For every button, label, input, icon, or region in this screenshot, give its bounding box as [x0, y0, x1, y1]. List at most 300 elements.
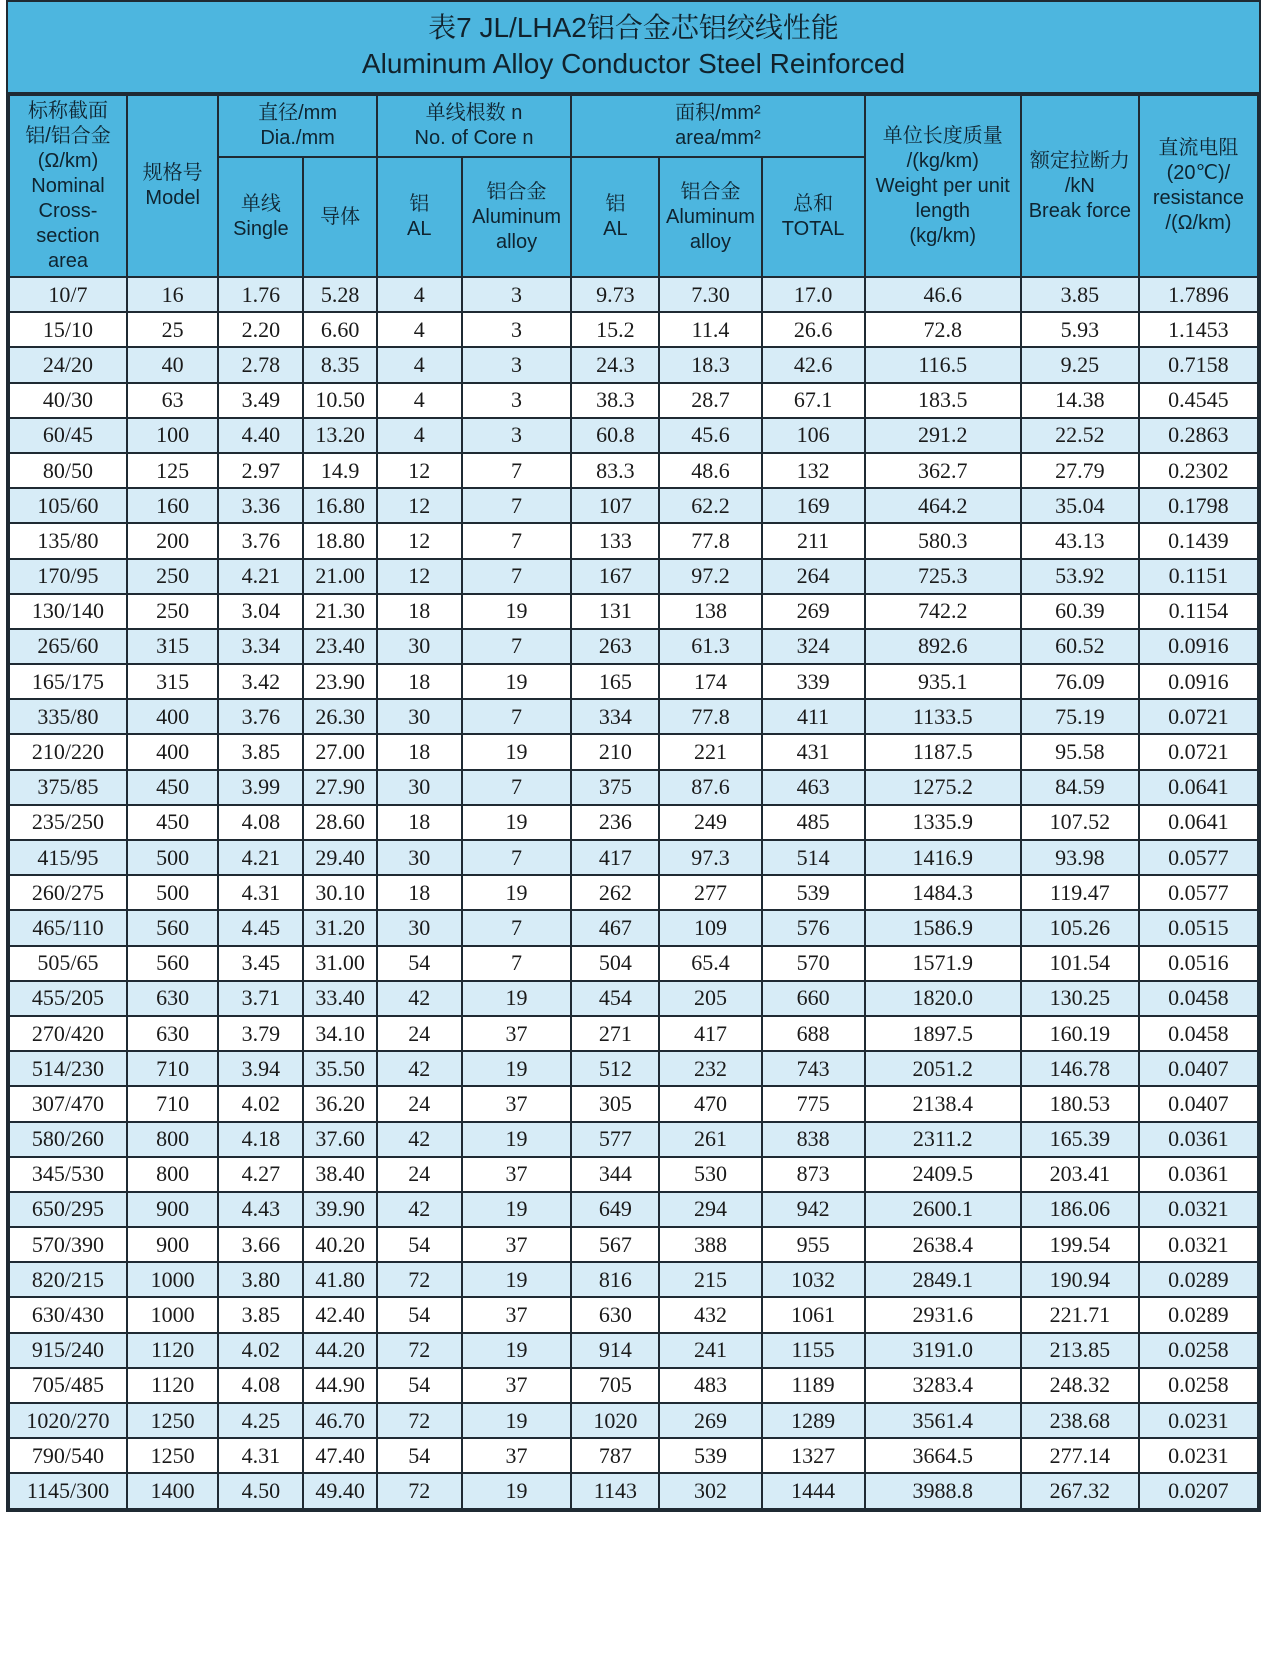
cell-area-total: 485	[762, 805, 865, 840]
cell-resistance: 0.0207	[1139, 1473, 1258, 1508]
cell-dia-conductor: 21.30	[303, 594, 376, 629]
cell-area-alloy: 77.8	[659, 699, 761, 734]
cell-area-alloy: 62.2	[659, 488, 761, 523]
table-row	[9, 629, 1258, 664]
cell-area-total: 67.1	[762, 383, 865, 418]
table-row	[9, 1262, 1258, 1297]
cell-model: 1400	[127, 1473, 218, 1508]
cell-break-force: 248.32	[1021, 1368, 1139, 1403]
cell-dia-conductor: 21.00	[303, 559, 376, 594]
cell-area-alloy: 65.4	[659, 946, 761, 981]
cell-dia-conductor: 5.28	[303, 277, 376, 312]
cell-area-alloy: 530	[659, 1157, 761, 1192]
cell-area-total: 269	[762, 594, 865, 629]
cell-weight: 3561.4	[865, 1403, 1021, 1438]
cell-dia-single: 3.80	[218, 1262, 303, 1297]
cell-model: 1000	[127, 1297, 218, 1332]
cell-area-alloy: 261	[659, 1122, 761, 1157]
cell-nominal: 335/80	[9, 699, 127, 734]
cell-area-alloy: 61.3	[659, 629, 761, 664]
cell-area-al: 305	[571, 1086, 659, 1121]
cell-dia-single: 3.04	[218, 594, 303, 629]
table-title-bar	[8, 2, 1259, 94]
table-row	[9, 1227, 1258, 1262]
cell-cores-alloy: 37	[462, 1086, 571, 1121]
cell-break-force: 267.32	[1021, 1473, 1139, 1508]
cell-area-al: 271	[571, 1016, 659, 1051]
cell-dia-single: 4.08	[218, 1368, 303, 1403]
cell-dia-conductor: 33.40	[303, 981, 376, 1016]
header-diameter: 直径/mm Dia./mm	[218, 95, 376, 157]
cell-break-force: 221.71	[1021, 1297, 1139, 1332]
cell-nominal: 307/470	[9, 1086, 127, 1121]
cell-break-force: 95.58	[1021, 734, 1139, 769]
cell-resistance: 0.0258	[1139, 1368, 1258, 1403]
cell-nominal: 270/420	[9, 1016, 127, 1051]
cell-cores-al: 18	[377, 664, 462, 699]
cell-nominal: 40/30	[9, 383, 127, 418]
cell-cores-al: 54	[377, 946, 462, 981]
cell-dia-single: 4.31	[218, 875, 303, 910]
cell-area-total: 838	[762, 1122, 865, 1157]
cell-dia-single: 1.76	[218, 277, 303, 312]
cell-dia-conductor: 49.40	[303, 1473, 376, 1508]
cell-area-total: 688	[762, 1016, 865, 1051]
cell-dia-single: 4.21	[218, 559, 303, 594]
cell-dia-conductor: 42.40	[303, 1297, 376, 1332]
title-english: Aluminum Alloy Conductor Steel Reinforced	[361, 48, 906, 79]
cell-weight: 1275.2	[865, 770, 1021, 805]
cell-area-total: 660	[762, 981, 865, 1016]
cell-nominal: 630/430	[9, 1297, 127, 1332]
cell-resistance: 1.7896	[1139, 277, 1258, 312]
cell-nominal: 915/240	[9, 1333, 127, 1368]
header-area-al: 铝 AL	[571, 157, 659, 277]
cell-cores-alloy: 19	[462, 1192, 571, 1227]
cell-dia-conductor: 41.80	[303, 1262, 376, 1297]
cell-dia-single: 3.36	[218, 488, 303, 523]
cell-area-alloy: 249	[659, 805, 761, 840]
cell-dia-single: 4.25	[218, 1403, 303, 1438]
cell-dia-conductor: 44.20	[303, 1333, 376, 1368]
table-row	[9, 594, 1258, 629]
table-row	[9, 1016, 1258, 1051]
cell-cores-alloy: 19	[462, 1333, 571, 1368]
cell-model: 400	[127, 699, 218, 734]
cell-model: 315	[127, 629, 218, 664]
cell-area-al: 567	[571, 1227, 659, 1262]
table-row	[9, 347, 1258, 382]
cell-cores-alloy: 19	[462, 594, 571, 629]
cell-nominal: 15/10	[9, 312, 127, 347]
cell-dia-conductor: 30.10	[303, 875, 376, 910]
cell-nominal: 465/110	[9, 910, 127, 945]
cell-cores-alloy: 7	[462, 946, 571, 981]
cell-dia-conductor: 28.60	[303, 805, 376, 840]
cell-weight: 1820.0	[865, 981, 1021, 1016]
cell-area-total: 1061	[762, 1297, 865, 1332]
cell-weight: 892.6	[865, 629, 1021, 664]
cell-model: 400	[127, 734, 218, 769]
cell-break-force: 60.52	[1021, 629, 1139, 664]
cell-cores-al: 54	[377, 1227, 462, 1262]
table-row	[9, 1473, 1258, 1508]
cell-cores-alloy: 19	[462, 1473, 571, 1508]
cell-nominal: 105/60	[9, 488, 127, 523]
cell-break-force: 160.19	[1021, 1016, 1139, 1051]
cell-cores-al: 12	[377, 453, 462, 488]
cell-weight: 1897.5	[865, 1016, 1021, 1051]
cell-model: 560	[127, 910, 218, 945]
cell-area-alloy: 87.6	[659, 770, 761, 805]
cell-model: 900	[127, 1227, 218, 1262]
table-row	[9, 453, 1258, 488]
cell-dia-conductor: 14.9	[303, 453, 376, 488]
cell-cores-al: 4	[377, 312, 462, 347]
cell-area-total: 1032	[762, 1262, 865, 1297]
cell-dia-single: 4.31	[218, 1438, 303, 1473]
header-break-force: 额定拉断力 /kN Break force	[1021, 95, 1139, 277]
cell-dia-single: 2.97	[218, 453, 303, 488]
cell-dia-single: 4.27	[218, 1157, 303, 1192]
cell-area-total: 324	[762, 629, 865, 664]
cell-dia-conductor: 31.20	[303, 910, 376, 945]
cell-area-alloy: 277	[659, 875, 761, 910]
table-row	[9, 664, 1258, 699]
header-dia-single: 单线 Single	[218, 157, 303, 277]
cell-nominal: 570/390	[9, 1227, 127, 1262]
cell-cores-al: 4	[377, 277, 462, 312]
spec-table-sheet	[6, 0, 1261, 1512]
cell-resistance: 0.0577	[1139, 875, 1258, 910]
cell-cores-alloy: 19	[462, 1262, 571, 1297]
cell-nominal: 265/60	[9, 629, 127, 664]
cell-cores-al: 18	[377, 805, 462, 840]
cell-model: 125	[127, 453, 218, 488]
cell-resistance: 0.2302	[1139, 453, 1258, 488]
cell-area-al: 649	[571, 1192, 659, 1227]
cell-dia-single: 3.76	[218, 699, 303, 734]
cell-weight: 3988.8	[865, 1473, 1021, 1508]
cell-area-alloy: 18.3	[659, 347, 761, 382]
cell-model: 800	[127, 1122, 218, 1157]
cell-area-al: 1020	[571, 1403, 659, 1438]
cell-area-alloy: 215	[659, 1262, 761, 1297]
title-chinese: 表7 JL/LHA2铝合金芯铝绞线性能	[428, 12, 839, 43]
cell-nominal: 1020/270	[9, 1403, 127, 1438]
cell-break-force: 190.94	[1021, 1262, 1139, 1297]
cell-area-alloy: 97.3	[659, 840, 761, 875]
cell-model: 500	[127, 840, 218, 875]
cell-cores-alloy: 7	[462, 488, 571, 523]
cell-dia-conductor: 31.00	[303, 946, 376, 981]
cell-area-total: 873	[762, 1157, 865, 1192]
cell-nominal: 165/175	[9, 664, 127, 699]
cell-nominal: 705/485	[9, 1368, 127, 1403]
header-weight: 单位长度质量 /(kg/km) Weight per unit length (kg/km)	[865, 95, 1021, 277]
cell-area-al: 334	[571, 699, 659, 734]
cell-dia-single: 3.85	[218, 734, 303, 769]
cell-model: 40	[127, 347, 218, 382]
cell-area-al: 504	[571, 946, 659, 981]
cell-cores-alloy: 19	[462, 875, 571, 910]
cell-break-force: 43.13	[1021, 523, 1139, 558]
cell-cores-al: 18	[377, 734, 462, 769]
cell-dia-single: 3.94	[218, 1051, 303, 1086]
cell-area-al: 787	[571, 1438, 659, 1473]
header-model: 规格号 Model	[127, 95, 218, 277]
cell-weight: 1571.9	[865, 946, 1021, 981]
cell-area-alloy: 241	[659, 1333, 761, 1368]
header-area-total: 总和 TOTAL	[762, 157, 865, 277]
cell-cores-al: 42	[377, 1122, 462, 1157]
cell-area-alloy: 417	[659, 1016, 761, 1051]
cell-resistance: 0.0641	[1139, 805, 1258, 840]
cell-area-alloy: 109	[659, 910, 761, 945]
cell-area-alloy: 483	[659, 1368, 761, 1403]
cell-dia-single: 4.45	[218, 910, 303, 945]
cell-dia-conductor: 35.50	[303, 1051, 376, 1086]
cell-break-force: 84.59	[1021, 770, 1139, 805]
cell-cores-al: 42	[377, 1192, 462, 1227]
table-row	[9, 840, 1258, 875]
cell-area-total: 132	[762, 453, 865, 488]
cell-cores-alloy: 37	[462, 1016, 571, 1051]
cell-area-al: 577	[571, 1122, 659, 1157]
conductor-spec-table	[8, 94, 1259, 1510]
cell-nominal: 235/250	[9, 805, 127, 840]
cell-area-al: 167	[571, 559, 659, 594]
cell-weight: 2638.4	[865, 1227, 1021, 1262]
cell-dia-single: 3.79	[218, 1016, 303, 1051]
cell-dia-conductor: 44.90	[303, 1368, 376, 1403]
cell-area-al: 417	[571, 840, 659, 875]
cell-model: 500	[127, 875, 218, 910]
cell-area-alloy: 97.2	[659, 559, 761, 594]
cell-area-total: 264	[762, 559, 865, 594]
cell-area-alloy: 77.8	[659, 523, 761, 558]
cell-cores-alloy: 19	[462, 1051, 571, 1086]
cell-dia-conductor: 27.00	[303, 734, 376, 769]
cell-dia-single: 3.99	[218, 770, 303, 805]
table-row	[9, 699, 1258, 734]
cell-model: 63	[127, 383, 218, 418]
cell-weight: 1335.9	[865, 805, 1021, 840]
cell-weight: 2600.1	[865, 1192, 1021, 1227]
cell-weight: 464.2	[865, 488, 1021, 523]
cell-area-alloy: 205	[659, 981, 761, 1016]
cell-dia-single: 4.08	[218, 805, 303, 840]
cell-resistance: 0.0641	[1139, 770, 1258, 805]
cell-dia-conductor: 40.20	[303, 1227, 376, 1262]
cell-cores-alloy: 37	[462, 1227, 571, 1262]
cell-area-total: 1155	[762, 1333, 865, 1368]
cell-cores-alloy: 7	[462, 559, 571, 594]
cell-model: 630	[127, 1016, 218, 1051]
cell-dia-single: 2.20	[218, 312, 303, 347]
cell-area-al: 1143	[571, 1473, 659, 1508]
cell-nominal: 455/205	[9, 981, 127, 1016]
cell-area-al: 133	[571, 523, 659, 558]
cell-nominal: 820/215	[9, 1262, 127, 1297]
cell-dia-conductor: 23.40	[303, 629, 376, 664]
cell-area-total: 17.0	[762, 277, 865, 312]
cell-dia-conductor: 23.90	[303, 664, 376, 699]
cell-cores-al: 18	[377, 875, 462, 910]
table-row	[9, 1122, 1258, 1157]
cell-break-force: 199.54	[1021, 1227, 1139, 1262]
cell-dia-conductor: 13.20	[303, 418, 376, 453]
cell-area-alloy: 388	[659, 1227, 761, 1262]
cell-dia-conductor: 10.50	[303, 383, 376, 418]
cell-area-al: 262	[571, 875, 659, 910]
cell-resistance: 0.0721	[1139, 699, 1258, 734]
cell-area-total: 339	[762, 664, 865, 699]
cell-break-force: 14.38	[1021, 383, 1139, 418]
cell-dia-single: 4.43	[218, 1192, 303, 1227]
cell-resistance: 0.0289	[1139, 1297, 1258, 1332]
cell-model: 16	[127, 277, 218, 312]
cell-area-alloy: 174	[659, 664, 761, 699]
cell-break-force: 9.25	[1021, 347, 1139, 382]
cell-area-alloy: 432	[659, 1297, 761, 1332]
cell-cores-al: 30	[377, 699, 462, 734]
cell-nominal: 505/65	[9, 946, 127, 981]
cell-nominal: 345/530	[9, 1157, 127, 1192]
cell-area-al: 630	[571, 1297, 659, 1332]
cell-area-total: 514	[762, 840, 865, 875]
cell-cores-al: 24	[377, 1016, 462, 1051]
cell-area-alloy: 269	[659, 1403, 761, 1438]
cell-model: 250	[127, 594, 218, 629]
cell-weight: 183.5	[865, 383, 1021, 418]
cell-area-al: 816	[571, 1262, 659, 1297]
cell-break-force: 53.92	[1021, 559, 1139, 594]
cell-area-total: 1289	[762, 1403, 865, 1438]
cell-break-force: 101.54	[1021, 946, 1139, 981]
table-row	[9, 488, 1258, 523]
cell-resistance: 0.1439	[1139, 523, 1258, 558]
table-row	[9, 734, 1258, 769]
cell-resistance: 0.0515	[1139, 910, 1258, 945]
cell-nominal: 415/95	[9, 840, 127, 875]
header-nominal-area: 标称截面 铝/铝合金 (Ω/km) Nominal Cross- section area	[9, 95, 127, 277]
cell-weight: 935.1	[865, 664, 1021, 699]
cell-model: 1250	[127, 1438, 218, 1473]
cell-area-alloy: 7.30	[659, 277, 761, 312]
cell-area-total: 431	[762, 734, 865, 769]
cell-model: 450	[127, 805, 218, 840]
cell-weight: 725.3	[865, 559, 1021, 594]
cell-break-force: 3.85	[1021, 277, 1139, 312]
cell-area-alloy: 138	[659, 594, 761, 629]
cell-dia-single: 4.40	[218, 418, 303, 453]
table-row	[9, 1297, 1258, 1332]
cell-cores-alloy: 37	[462, 1157, 571, 1192]
cell-cores-al: 18	[377, 594, 462, 629]
cell-nominal: 135/80	[9, 523, 127, 558]
cell-cores-alloy: 3	[462, 383, 571, 418]
cell-cores-alloy: 7	[462, 629, 571, 664]
cell-area-total: 775	[762, 1086, 865, 1121]
cell-cores-alloy: 19	[462, 805, 571, 840]
cell-cores-alloy: 7	[462, 699, 571, 734]
cell-model: 100	[127, 418, 218, 453]
cell-model: 710	[127, 1086, 218, 1121]
cell-model: 250	[127, 559, 218, 594]
cell-area-total: 106	[762, 418, 865, 453]
cell-nominal: 130/140	[9, 594, 127, 629]
cell-weight: 291.2	[865, 418, 1021, 453]
cell-model: 25	[127, 312, 218, 347]
cell-cores-al: 54	[377, 1297, 462, 1332]
cell-dia-conductor: 36.20	[303, 1086, 376, 1121]
cell-weight: 1133.5	[865, 699, 1021, 734]
cell-cores-alloy: 19	[462, 664, 571, 699]
cell-cores-al: 4	[377, 418, 462, 453]
cell-area-total: 539	[762, 875, 865, 910]
cell-area-al: 107	[571, 488, 659, 523]
cell-weight: 2409.5	[865, 1157, 1021, 1192]
cell-area-al: 210	[571, 734, 659, 769]
cell-dia-conductor: 46.70	[303, 1403, 376, 1438]
cell-cores-alloy: 19	[462, 1403, 571, 1438]
cell-cores-al: 54	[377, 1368, 462, 1403]
cell-dia-single: 4.50	[218, 1473, 303, 1508]
cell-dia-single: 3.76	[218, 523, 303, 558]
cell-cores-al: 42	[377, 981, 462, 1016]
cell-cores-al: 4	[377, 383, 462, 418]
cell-resistance: 0.1151	[1139, 559, 1258, 594]
cell-weight: 2931.6	[865, 1297, 1021, 1332]
cell-resistance: 0.0321	[1139, 1227, 1258, 1262]
cell-break-force: 238.68	[1021, 1403, 1139, 1438]
cell-cores-al: 30	[377, 770, 462, 805]
cell-dia-single: 3.34	[218, 629, 303, 664]
table-row	[9, 770, 1258, 805]
table-row	[9, 418, 1258, 453]
cell-model: 800	[127, 1157, 218, 1192]
cell-area-alloy: 11.4	[659, 312, 761, 347]
cell-dia-single: 4.02	[218, 1086, 303, 1121]
cell-model: 160	[127, 488, 218, 523]
cell-cores-alloy: 19	[462, 734, 571, 769]
header-resistance: 直流电阻 (20℃)/ resistance /(Ω/km)	[1139, 95, 1258, 277]
table-row	[9, 1157, 1258, 1192]
table-row	[9, 910, 1258, 945]
cell-dia-conductor: 38.40	[303, 1157, 376, 1192]
cell-nominal: 650/295	[9, 1192, 127, 1227]
cell-cores-alloy: 7	[462, 840, 571, 875]
cell-dia-conductor: 16.80	[303, 488, 376, 523]
cell-area-al: 344	[571, 1157, 659, 1192]
cell-area-al: 705	[571, 1368, 659, 1403]
cell-area-total: 411	[762, 699, 865, 734]
cell-model: 200	[127, 523, 218, 558]
cell-cores-al: 24	[377, 1157, 462, 1192]
cell-model: 1120	[127, 1333, 218, 1368]
cell-area-alloy: 28.7	[659, 383, 761, 418]
header-core-count: 单线根数 n No. of Core n	[377, 95, 572, 157]
cell-resistance: 0.0458	[1139, 981, 1258, 1016]
cell-nominal: 260/275	[9, 875, 127, 910]
cell-break-force: 107.52	[1021, 805, 1139, 840]
cell-cores-alloy: 3	[462, 347, 571, 382]
cell-weight: 580.3	[865, 523, 1021, 558]
cell-cores-al: 42	[377, 1051, 462, 1086]
cell-break-force: 165.39	[1021, 1122, 1139, 1157]
header-area-alloy: 铝合金 Aluminum alloy	[659, 157, 761, 277]
